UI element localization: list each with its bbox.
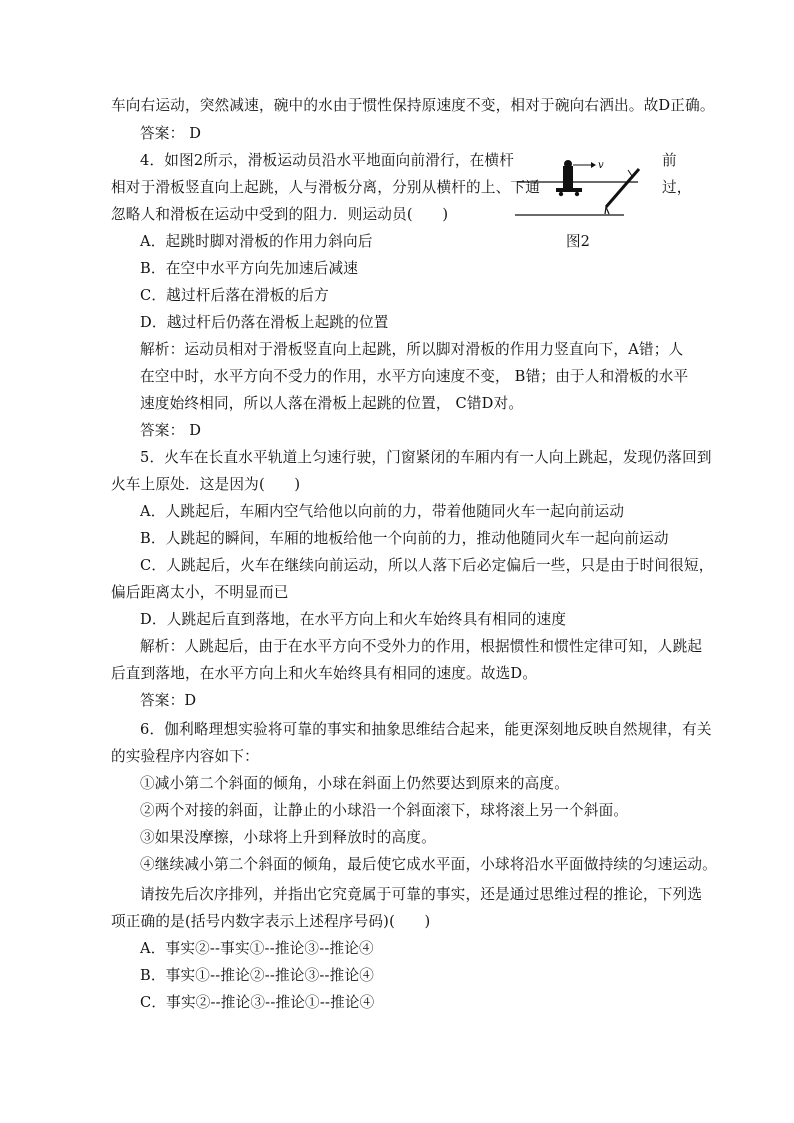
figure-caption: 图2 <box>566 233 590 250</box>
option-line: A．起跳时脚对滑板的作用力斜向后 <box>140 233 373 250</box>
option-line: A．事实②--事实①--推论③--推论④ <box>140 940 374 957</box>
option-line: B．事实①--推论②--推论③--推论④ <box>140 967 375 984</box>
analysis-line: 速度始终相同，所以人落在滑板上起跳的位置， C错D对。 <box>140 395 524 412</box>
text-line: 请按先后次序排列，并指出它究竟属于可靠的事实，还是通过思维过程的推论，下列选 <box>140 886 703 903</box>
text-line: 的实验程序内容如下： <box>111 748 259 765</box>
text-line: 偏后距离太小，不明显而已 <box>111 584 289 601</box>
velocity-label: v <box>598 160 604 171</box>
text-line: 前 <box>662 152 677 169</box>
analysis-line: 解析：运动员相对于滑板竖直向上起跳，所以脚对滑板的作用力竖直向下，A错；人 <box>140 341 684 358</box>
analysis-line: 解析：人跳起后，由于在水平方向不受外力的作用，根据惯性和惯性定律可知，人跳起 <box>140 638 703 655</box>
text-line: 火车上原处．这是因为( ) <box>111 476 301 493</box>
question-4-line: 4．如图2所示，滑板运动员沿水平地面向前滑行，在横杆 <box>140 152 515 169</box>
text-line: 忽略人和滑板在运动中受到的阻力．则运动员( ) <box>111 206 449 223</box>
option-line: C．越过杆后落在滑板的后方 <box>140 287 329 304</box>
text-line: 后直到落地，在水平方向上和火车始终具有相同的速度。故选D。 <box>111 665 538 682</box>
text-line: 相对于滑板竖直向上起跳，人与滑板分离，分别从横杆的上、下通 <box>111 179 541 196</box>
text-line: 项正确的是(括号内数字表示上述程序号码)( ) <box>111 913 431 930</box>
analysis-line: 在空中时，水平方向不受力的作用，水平方向速度不变， B错；由于人和滑板的水平 <box>140 368 689 385</box>
option-line: B．在空中水平方向先加速后减速 <box>140 260 359 277</box>
answer-line: 答案： D <box>140 422 202 439</box>
step-line: ④继续减小第二个斜面的倾角，最后使它成水平面，小球将沿水平面做持续的匀速运动。 <box>140 856 717 873</box>
text-line: 过， <box>662 179 692 196</box>
option-line: D．人跳起后直到落地，在水平方向上和火车始终具有相同的速度 <box>140 611 567 628</box>
option-line: A．人跳起后，车厢内空气给他以向前的力，带着他随同火车一起向前运动 <box>140 503 625 520</box>
step-line: ②两个对接的斜面，让静止的小球沿一个斜面滚下，球将滚上另一个斜面。 <box>140 802 629 819</box>
step-line: ③如果没摩擦，小球将上升到释放时的高度。 <box>140 829 436 846</box>
option-line: C．事实②--推论③--推论①--推论④ <box>140 994 375 1011</box>
option-line: B．人跳起的瞬间，车厢的地板给他一个向前的力，推动他随同火车一起向前运动 <box>140 530 669 547</box>
step-line: ①减小第二个斜面的倾角，小球在斜面上仍然要达到原来的高度。 <box>140 775 570 792</box>
skateboard-diagram <box>515 152 655 224</box>
question-6-line: 6．伽利略理想实验将可靠的事实和抽象思维结合起来，能更深刻地反映自然规律，有关 <box>140 721 712 738</box>
option-line: C．人跳起后，火车在继续向前运动，所以人落下后必定偏后一些，只是由于时间很短， <box>140 557 714 574</box>
text-line: 车向右运动，突然减速，碗中的水由于惯性保持原速度不变，相对于碗向右洒出。故D正确。 <box>111 97 715 114</box>
answer-line: 答案： D <box>140 125 202 142</box>
answer-line: 答案：D <box>140 692 197 709</box>
option-line: D．越过杆后仍落在滑板上起跳的位置 <box>140 314 389 331</box>
question-5-line: 5．火车在长直水平轨道上匀速行驶，门窗紧闭的车厢内有一人向上跳起，发现仍落回到 <box>140 449 712 466</box>
